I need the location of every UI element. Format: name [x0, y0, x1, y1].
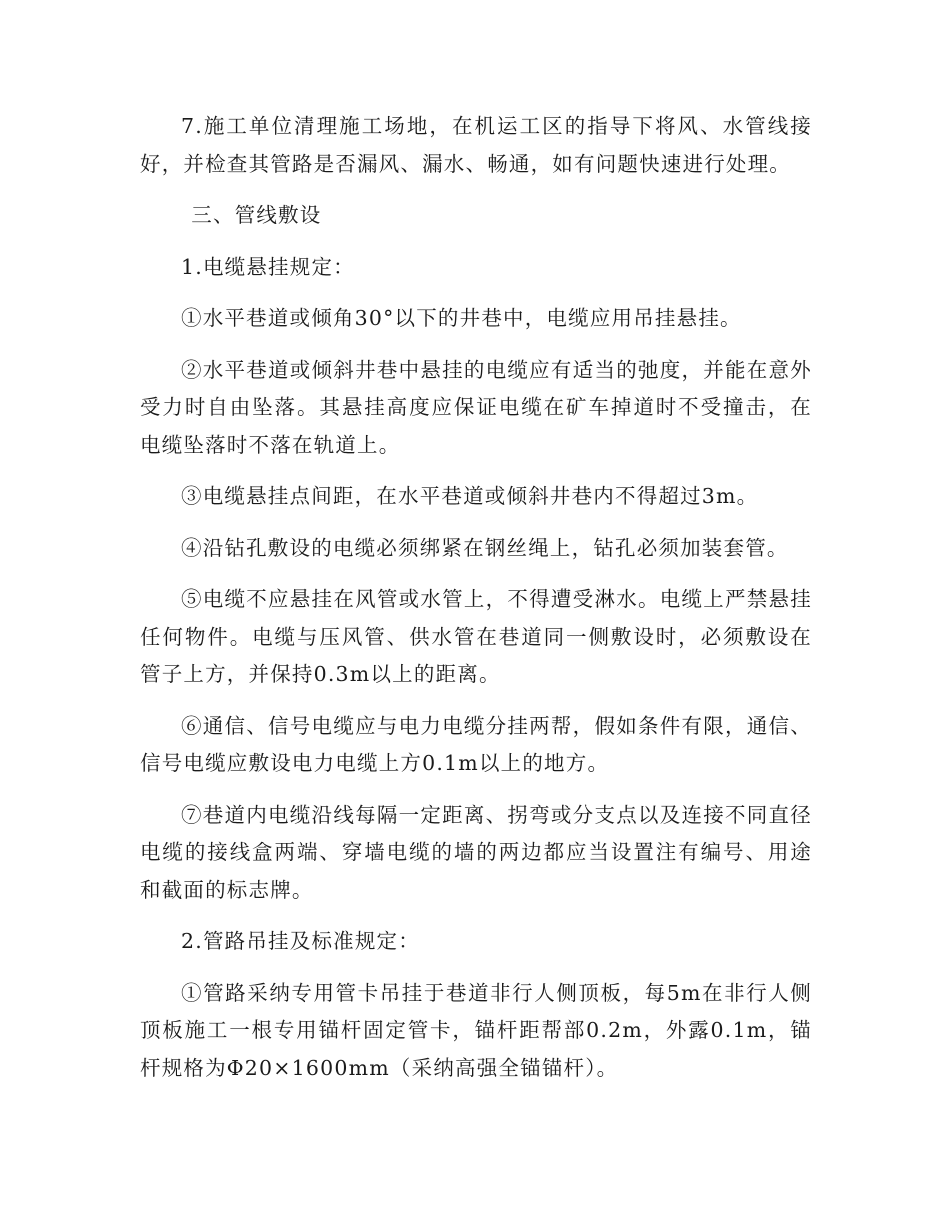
- rule-item-5: ⑤电缆不应悬挂在风管或水管上，不得遭受淋水。电缆上严禁悬挂任何物件。电缆与压风管、供水管在巷道同一侧敷设时，必须敷设在管子上方，并保持0.3m以上的距离。: [140, 587, 812, 686]
- subsection-heading-cable-hanging: 1.电缆悬挂规定：: [181, 254, 355, 279]
- rule-item-2: ②水平巷道或倾斜井巷中悬挂的电缆应有适当的弛度，并能在意外受力时自由坠落。其悬挂高度应保证电缆在矿车掉道时不受撞击，在电缆坠落时不落在轨道上。: [140, 357, 812, 457]
- pipe-rule-item-1: ①管路采纳专用管卡吊挂于巷道非行人侧顶板，每5m在非行人侧顶板施工一根专用锚杆固定管卡，锚杆距帮部0.2m，外露0.1m，锚杆规格为Φ20×1600mm（采纳高强全锚锚杆）。: [140, 980, 812, 1080]
- paragraph-item-7: 7.施工单位清理施工场地，在机运工区的指导下将风、水管线接好，并检查其管路是否漏风、漏水、畅通，如有问题快速进行处理。: [140, 114, 812, 176]
- rule-item-1: ①水平巷道或倾角30°以下的井巷中，电缆应用吊挂悬挂。: [181, 306, 742, 330]
- rule-item-6: ⑥通信、信号电缆应与电力电缆分挂两帮，假如条件有限，通信、信号电缆应敷设电力电缆上方0.1m以上的地方。: [140, 713, 812, 775]
- rule-item-3: ③电缆悬挂点间距，在水平巷道或倾斜井巷内不得超过3m。: [181, 484, 759, 508]
- rule-item-7: ⑦巷道内电缆沿线每隔一定距离、拐弯或分支点以及连接不同直径电缆的接线盒两端、穿墙电缆的墙的两边都应当设置注有编号、用途和截面的标志牌。: [140, 802, 812, 902]
- document-body: [140, 108, 812, 1101]
- rule-item-4: ④沿钻孔敷设的电缆必须绑紧在钢丝绳上，钻孔必须加装套管。: [181, 535, 789, 560]
- section-heading-pipeline-laying: 三、管线敷设: [191, 203, 322, 227]
- subsection-heading-pipe-hanging: 2.管路吊挂及标准规定：: [181, 929, 420, 953]
